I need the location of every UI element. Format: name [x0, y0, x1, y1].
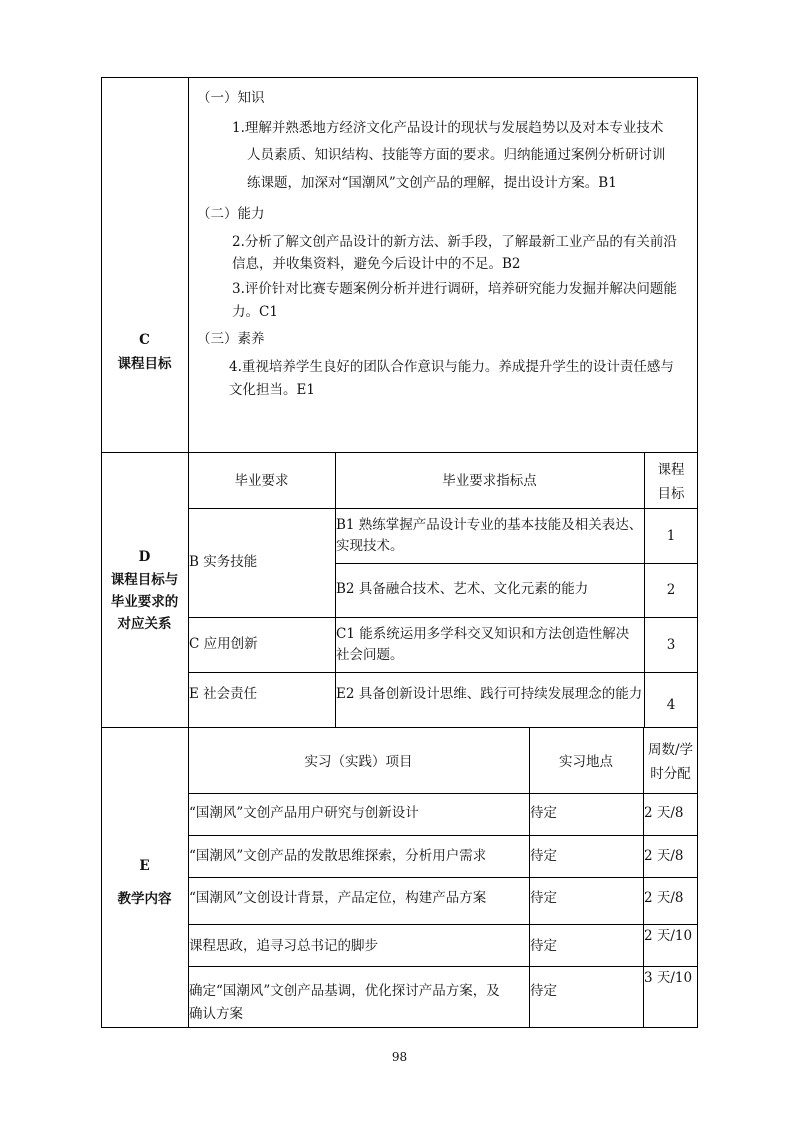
ability-line: 力。C1 [232, 304, 278, 320]
section-c-letter: C [139, 332, 150, 348]
quality-line: 4.重视培养学生良好的团队合作意识与能力。养成提升学生的设计责任感与 [229, 359, 674, 375]
d-indicator-b1: 实现技术。 [336, 538, 404, 554]
e-weeks: 3 天/10 [644, 970, 693, 986]
d-row-divider-b [188, 617, 698, 618]
d-header-requirement: 毕业要求 [234, 473, 289, 489]
ability-heading: （二）能力 [197, 206, 265, 222]
ability-line: 2.分析了解文创产品设计的新方法、新手段，了解最新工业产品的有关前沿 [232, 234, 677, 250]
e-row-divider-4 [188, 966, 698, 967]
d-header-indicator: 毕业要求指标点 [442, 473, 537, 489]
e-location: 待定 [530, 983, 557, 999]
d-indicator-c1: 社会问题。 [336, 647, 404, 663]
divider-d-e [101, 727, 698, 728]
d-header-objective: 目标 [657, 486, 685, 502]
e-project: 确定“国潮风”文创产品基调，优化探讨产品方案，及 [189, 983, 500, 999]
section-d-label-line: 毕业要求的 [110, 594, 179, 610]
e-project: “国潮风”文创产品用户研究与创新设计 [189, 805, 419, 821]
e-project: “国潮风”文创产品的发散思维探索，分析用户需求 [189, 848, 487, 864]
e-project: 确认方案 [189, 1006, 243, 1022]
ability-line: 3.评价针对比赛专题案例分析并进行调研，培养研究能力发掘并解决问题能 [232, 281, 677, 297]
e-row-divider-3 [188, 924, 698, 925]
knowledge-line: 1.理解并熟悉地方经济文化产品设计的现状与发展趋势以及对本专业技术 [232, 120, 664, 136]
section-e-letter: E [139, 858, 150, 874]
page-number: 98 [391, 1050, 408, 1064]
divider-c-d [101, 452, 698, 453]
e-header-divider [188, 793, 698, 794]
e-row-divider-1 [188, 835, 698, 836]
section-d-label-line: 课程目标与 [110, 572, 179, 588]
d-requirement-c: C 应用创新 [189, 636, 258, 652]
e-row-divider-2 [188, 877, 698, 878]
e-weeks: 2 天/8 [644, 848, 684, 864]
e-location: 待定 [530, 805, 557, 821]
e-weeks: 2 天/8 [644, 890, 684, 906]
d-requirement-b: B 实务技能 [189, 554, 258, 570]
d-row-divider-c [188, 672, 698, 673]
d-indicator-c1: C1 能系统运用多学科交叉知识和方法创造性解决 [336, 626, 630, 642]
d-requirement-e: E 社会责任 [189, 686, 258, 702]
e-location: 待定 [530, 890, 557, 906]
d-indicator-b1: B1 熟练掌握产品设计专业的基本技能及相关表达、 [336, 517, 643, 533]
e-header-weeks: 时分配 [650, 766, 691, 782]
e-weeks: 2 天/8 [644, 805, 684, 821]
quality-line: 文化担当。E1 [229, 382, 315, 398]
knowledge-line: 人员素质、知识结构、技能等方面的要求。归纳能通过案例分析研讨训 [247, 147, 666, 163]
quality-heading: （三）素养 [197, 331, 265, 347]
d-objective: 4 [666, 697, 676, 713]
e-location: 待定 [530, 938, 557, 954]
knowledge-line: 练课题，加深对“国潮风”文创产品的理解，提出设计方案。B1 [247, 175, 617, 191]
section-d-letter: D [138, 549, 151, 565]
e-project: “国潮风”文创设计背景，产品定位，构建产品方案 [189, 890, 487, 906]
e-header-location: 实习地点 [559, 754, 613, 770]
ability-line: 信息，并收集资料，避免今后设计中的不足。B2 [232, 256, 521, 272]
d-row-divider-b1 [335, 563, 698, 564]
e-header-weeks: 周数/学 [647, 742, 694, 758]
knowledge-heading: （一）知识 [197, 90, 265, 106]
section-e-label: 教学内容 [117, 891, 172, 907]
section-c-label: 课程目标 [117, 356, 172, 372]
d-indicator-b2: B2 具备融合技术、艺术、文化元素的能力 [336, 581, 589, 597]
d-objective: 2 [666, 582, 676, 598]
e-project: 课程思政，追寻习总书记的脚步 [189, 938, 378, 954]
d-objective: 3 [666, 637, 676, 653]
e-weeks: 2 天/10 [644, 928, 693, 944]
d-header-objective: 课程 [657, 462, 685, 478]
e-header-project: 实习（实践）项目 [304, 754, 413, 770]
e-location: 待定 [530, 848, 557, 864]
section-d-label-line: 对应关系 [117, 616, 172, 632]
d-objective: 1 [666, 528, 676, 544]
d-indicator-e2: E2 具备创新设计思维、践行可持续发展理念的能力 [336, 686, 643, 702]
d-header-divider [188, 508, 698, 509]
